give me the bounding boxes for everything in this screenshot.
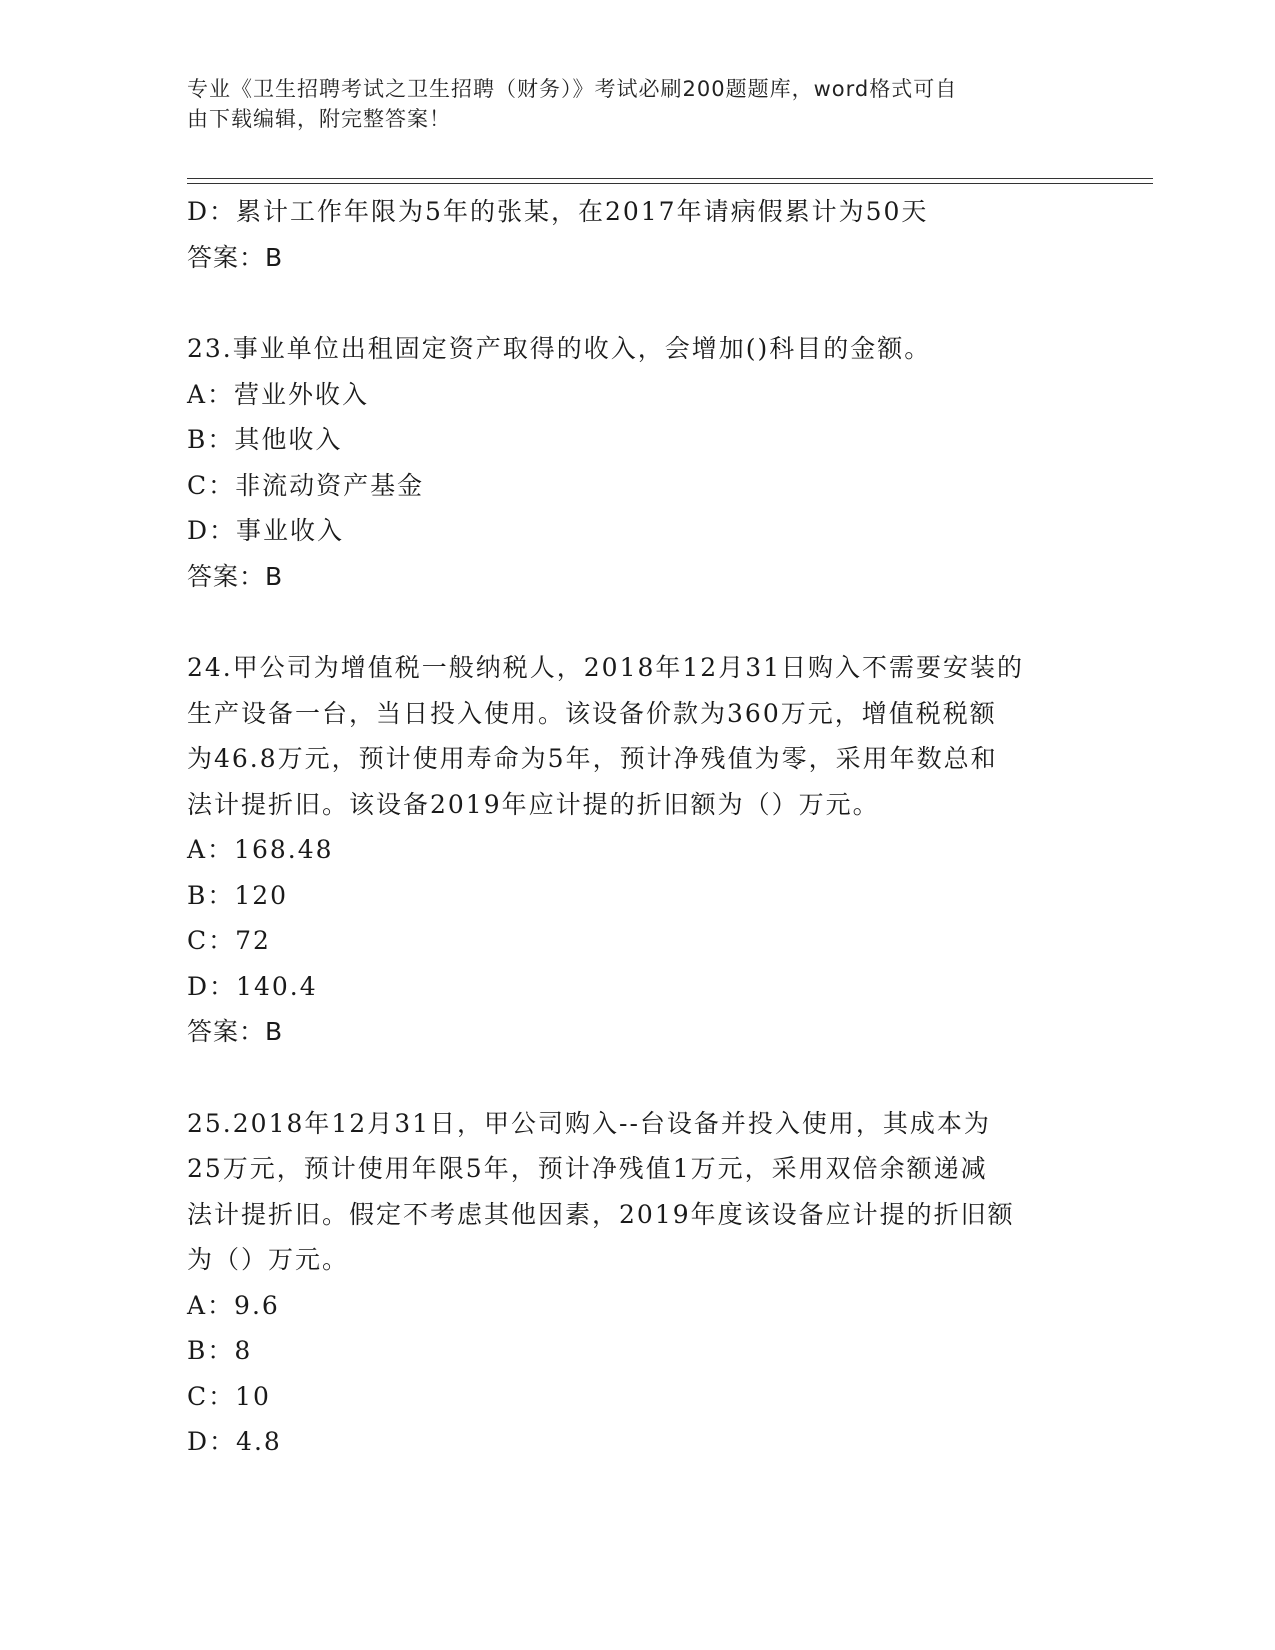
option-c: C：非流动资产基金	[187, 470, 425, 500]
header-line-1: 专业《卫生招聘考试之卫生招聘（财务）》考试必刷200题题库，word格式可自	[187, 77, 958, 101]
option-c: C：72	[187, 926, 271, 955]
option-d: D：累计工作年限为5年的张某，在2017年请病假累计为50天	[187, 197, 929, 226]
header-line-2: 由下载编辑，附完整答案！	[187, 107, 451, 131]
question-text: 23.事业单位出租固定资产取得的收入，会增加()科目的金额。	[187, 334, 932, 363]
question-text: 为（）万元。	[187, 1245, 350, 1274]
option-b: B：其他收入	[187, 425, 343, 454]
document-header	[187, 74, 1067, 134]
answer: 答案：B	[187, 1017, 284, 1046]
header-divider-bottom	[187, 183, 1153, 184]
spacer	[187, 1055, 1087, 1101]
spacer	[187, 599, 1087, 645]
option-b: B：8	[187, 1336, 253, 1365]
question-23	[187, 326, 1087, 599]
option-d: D：事业收入	[187, 516, 345, 545]
question-text: 法计提折旧。该设备2019年应计提的折旧额为（）万元。	[187, 789, 880, 819]
option-d: D：140.4	[187, 971, 318, 1001]
question-25	[187, 1101, 1087, 1465]
header-divider-top	[187, 178, 1153, 179]
option-a: A：168.48	[187, 835, 334, 864]
option-a: A：9.6	[187, 1290, 280, 1320]
question-text: 25万元，预计使用年限5年，预计净残值1万元，采用双倍余额递减	[187, 1154, 988, 1183]
question-text: 24.甲公司为增值税一般纳税人，2018年12月31日购入不需要安装的	[187, 653, 1025, 682]
option-d: D：4.8	[187, 1427, 282, 1456]
question-24	[187, 645, 1087, 1055]
question-text: 法计提折旧。假定不考虑其他因素，2019年度该设备应计提的折旧额	[187, 1199, 1015, 1229]
document-body	[187, 189, 1087, 1465]
option-a: A：营业外收入	[187, 379, 370, 409]
question-text: 为46.8万元，预计使用寿命为5年，预计净残值为零，采用年数总和	[187, 744, 998, 773]
question-text: 25.2018年12月31日，甲公司购入--台设备并投入使用，其成本为	[187, 1108, 991, 1138]
question-text: 生产设备一台，当日投入使用。该设备价款为360万元，增值税税额	[187, 698, 997, 728]
option-b: B：120	[187, 880, 289, 910]
answer: 答案：B	[187, 242, 284, 272]
option-c: C：10	[187, 1381, 271, 1411]
answer: 答案：B	[187, 561, 284, 591]
spacer	[187, 280, 1087, 326]
